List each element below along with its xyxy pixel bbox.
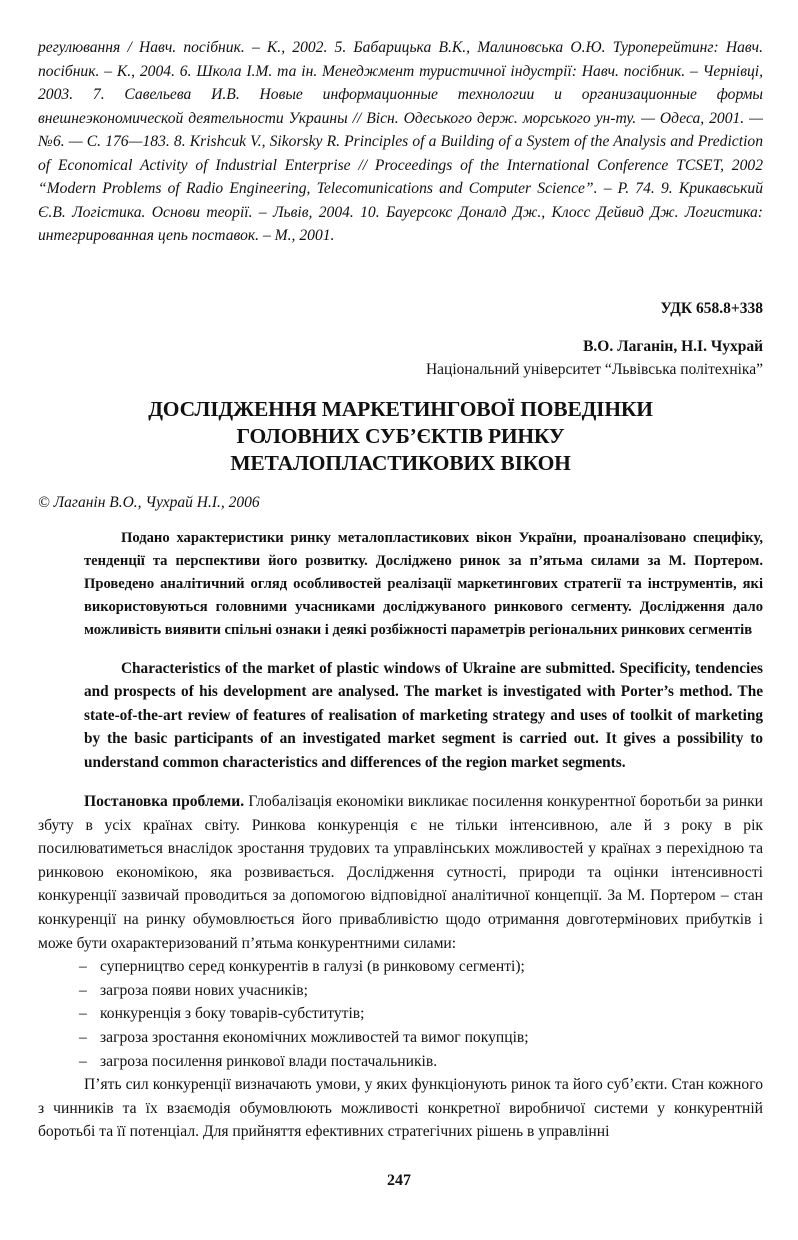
references-tail: регулювання / Навч. посібник. – К., 2002. 5. Бабарицька В.К., Малиновська О.Ю. Туроперейтинг: Навч. посібник. – К., 2004. 6. Школа І.М. та ін. Менеджмент туристичної індустрії: Навч. посібник. – Чернівці, 2003. 7. Савельева И.В. Новые информационные технологии и организационные формы внешнеэкономической деятельности Украины // Вісн. Одеського держ. морського ун-ту. — Одеса, 2001. —№6. — С. 176—183. 8. Krishcuk V., Sikorsky R. Principles of a Building of a System of the Analysis and Prediction of Economical Activity of Industrial Enterprise // Proceedings of the International Conference TCSET, 2002 “Modern Problems of Radio Engineering, Telecomunications and Computer Science”. – P. 74. 9. Крикавський Є.В. Логістика. Основи теорії. – Львів, 2004. 10. Бауерсокс Доналд Дж., Клосс Дейвид Дж. Логистика: интегрированная цепь поставок. – М., 2001.	[38, 39, 763, 244]
title-line-2: ГОЛОВНИХ СУБ’ЄКТІВ РИНКУ	[236, 423, 565, 448]
list-dash: –	[79, 958, 87, 976]
list-dash: –	[79, 981, 87, 999]
article-page	[38, 36, 763, 1144]
list-dash: –	[79, 1005, 87, 1023]
affiliation: Національний університет “Львівська політехніка”	[425, 360, 763, 378]
list-item: – суперництво серед конкурентів в галузі (в ринковому сегменті);	[38, 955, 763, 979]
abstract-english: Characteristics of the market of plastic windows of Ukraine are submitted. Specificity, tendencies and prospects of his development are analysed. The market is investigated with Porter’s method. The state-of-the-art review of features of realisation of marketing strategy and uses of toolkit of marketing by the basic participants of an investigated market segment is carried out. It gives a possibility to understand common characteristics and differences of the region market segments.	[84, 659, 763, 771]
five-forces-list	[38, 955, 763, 1073]
problem-paragraph	[38, 790, 763, 955]
list-dash: –	[79, 1028, 87, 1046]
closing-paragraph: П’ять сил конкуренції визначають умови, у яких функціонують ринок та його суб’єкти. Стан кожного з чинників та їх взаємодія обумовлюють можливості конкретної виробничої системи у конкурентній боротьбі та її потенціал. Для прийняття ефективних стратегічних рішень в управлінні	[38, 1076, 763, 1141]
title-line-3: МЕТАЛОПЛАСТИКОВИХ ВІКОН	[230, 450, 571, 475]
authors: В.О. Лаганін, Н.І. Чухрай	[583, 337, 763, 355]
list-item: – загроза зростання економічних можливостей та вимог покупців;	[38, 1026, 763, 1050]
problem-text: Глобалізація економіки викликає посилення конкурентної боротьби за ринки збуту в усіх країнах світу. Ринкова конкуренція є не тільки інтенсивною, але й з року в рік посилюватиметься внаслідок зростання трудових та управлінських можливостей у країнах з перехідною та ринковою економікою, яка розвивається. Дослідження сутності, природи та оцінки інтенсивності конкуренції зазвичай проводиться за допомогою відповідної аналітичної концепції. За М. Портером – стан конкуренції на ринку обумовлюється його привабливістю щодо отримання довготермінових прибутків і може бути охарактеризований п’ятьма конкурентними силами:	[38, 793, 763, 952]
title-line-1: ДОСЛІДЖЕННЯ МАРКЕТИНГОВОЇ ПОВЕДІНКИ	[148, 396, 653, 421]
list-item: – конкуренція з боку товарів-субститутів;	[38, 1002, 763, 1026]
list-item: – загроза появи нових учасників;	[38, 979, 763, 1003]
list-item: – загроза посилення ринкової влади постачальників.	[38, 1050, 763, 1074]
udc-code: УДК 658.8+338	[660, 299, 763, 317]
article-title	[38, 396, 763, 477]
page-number: 247	[387, 1172, 411, 1189]
list-dash: –	[79, 1052, 87, 1070]
copyright-line: © Лаганін В.О., Чухрай Н.І., 2006	[38, 493, 260, 511]
abstract-ukrainian: Подано характеристики ринку металопластикових вікон України, проаналізовано специфіку, тенденції та перспективи його розвитку. Досліджено ринок за п’ятьма силами за М. Портером. Проведено аналітичний огляд особливостей реалізації маркетингових стратегії та інструментів, які використовуються головними учасниками досліджуваного ринкового сегменту. Дослідження дало можливість виявити спільні ознаки і деякі розбіжності параметрів регіональних ринкових сегментів	[84, 529, 763, 638]
problem-heading: Постановка проблеми.	[84, 793, 245, 810]
